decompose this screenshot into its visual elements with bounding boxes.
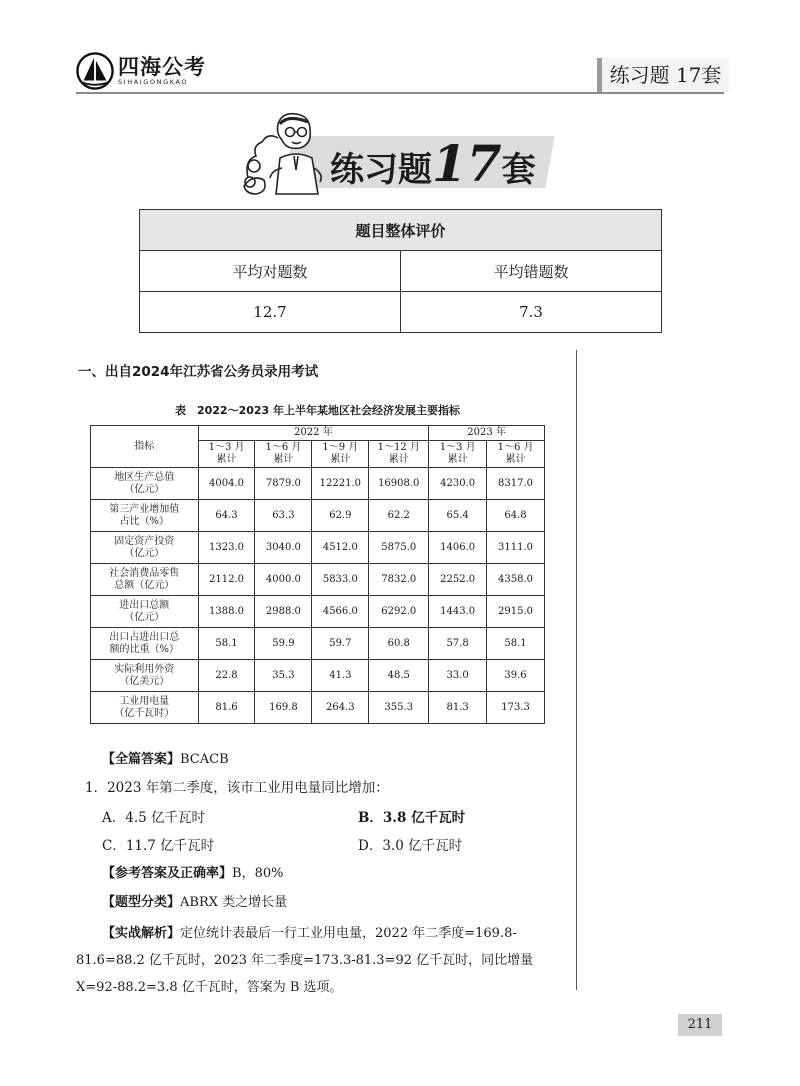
period-header-line: 累计: [330, 454, 351, 465]
row-label: [91, 628, 199, 660]
table-cell: 6292.0: [369, 596, 429, 628]
page-number: 211: [678, 1014, 722, 1036]
table-cell: 22.8: [198, 660, 255, 692]
row-label-line: 工业用电量: [119, 695, 170, 707]
table-row: [91, 564, 545, 596]
period-header-line: 1～12 月: [377, 442, 420, 453]
table-cell: 4358.0: [487, 564, 545, 596]
option-d: D．3.0 亿千瓦时: [358, 838, 463, 854]
row-label: [91, 596, 199, 628]
type-label: 【题型分类】: [102, 895, 181, 910]
period-header: [198, 441, 255, 468]
period-header-line: 累计: [216, 454, 237, 465]
table-cell: 41.3: [312, 660, 369, 692]
analysis-text: 定位统计表最后一行工业用电量，2022 年二季度=169.8-81.6=88.2 亿千瓦时，2023 年二季度=173.3-81.3=92 亿千瓦时，同比增量 X=92-88.2=3.8 亿千瓦时，答案为 B 选项。: [76, 926, 534, 995]
table-row: [91, 532, 545, 564]
reference-answer: [102, 862, 283, 881]
sailboat-logo-icon: [76, 52, 114, 90]
table-row: [91, 628, 545, 660]
table-cell: 1323.0: [198, 532, 255, 564]
table-cell: 1406.0: [429, 532, 487, 564]
table-cell: 1443.0: [429, 596, 487, 628]
header-divider: [76, 92, 724, 94]
table-cell: 4512.0: [312, 532, 369, 564]
period-header-line: 累计: [505, 454, 526, 465]
table-cell: 58.1: [487, 628, 545, 660]
row-label-line: 出口占进出口总: [109, 631, 180, 643]
table-cell: 81.6: [198, 692, 255, 724]
table-cell: 5875.0: [369, 532, 429, 564]
row-label: [91, 532, 199, 564]
answer-line: [102, 748, 229, 767]
margin-divider: [576, 350, 577, 990]
period-header-line: 1～6 月: [497, 442, 534, 453]
table-row: [91, 596, 545, 628]
row-label-line: （亿元）: [124, 483, 165, 495]
row-label-line: （亿元）: [124, 547, 165, 559]
table-cell: 16908.0: [369, 468, 429, 500]
table-cell: 7879.0: [255, 468, 312, 500]
table-cell: 173.3: [487, 692, 545, 724]
brand-subtitle: SIHAIGONGKAO: [118, 77, 189, 86]
table-cell: 1388.0: [198, 596, 255, 628]
table-cell: 8317.0: [487, 468, 545, 500]
table-cell: 3111.0: [487, 532, 545, 564]
row-label-line: 地区生产总值: [114, 471, 175, 483]
row-label-line: 额的比重（%）: [109, 643, 180, 655]
reference-label: 【参考答案及正确率】: [102, 866, 233, 881]
answers-label: 【全篇答案】: [102, 752, 181, 767]
teacher-cartoon-icon: [238, 108, 330, 198]
table-cell: 169.8: [255, 692, 312, 724]
table-cell: 81.3: [429, 692, 487, 724]
table-row: [91, 660, 545, 692]
period-header: [312, 441, 369, 468]
period-header: [487, 441, 545, 468]
banner-title: [330, 134, 536, 193]
row-label-line: 社会消费品零售: [109, 567, 180, 579]
table-title: 表 2022～2023 年上半年某地区社会经济发展主要指标: [174, 404, 461, 417]
row-label-line: （亿美元）: [119, 675, 170, 687]
table-cell: 2252.0: [429, 564, 487, 596]
banner-prefix: 练习题: [330, 150, 432, 190]
table-row: [91, 468, 545, 500]
reference-value: B，80%: [232, 866, 284, 881]
table-cell: 2988.0: [255, 596, 312, 628]
period-header-line: 累计: [273, 454, 294, 465]
table-cell: 2915.0: [487, 596, 545, 628]
table-cell: 59.9: [255, 628, 312, 660]
option-b: B．3.8 亿千瓦时: [358, 810, 466, 826]
table-cell: 58.1: [198, 628, 255, 660]
type-value: ABRX 类之增长量: [180, 895, 288, 910]
table-cell: 62.9: [312, 500, 369, 532]
indicator-table: [90, 425, 545, 724]
period-header-line: 累计: [388, 454, 409, 465]
answers-value: BCACB: [180, 752, 229, 767]
row-label-line: （亿千瓦时）: [114, 707, 175, 719]
row-label-line: 实际利用外资: [114, 663, 175, 675]
table-cell: 5833.0: [312, 564, 369, 596]
table-cell: 39.6: [487, 660, 545, 692]
set-tab: 练习题 17套: [597, 58, 729, 92]
table-cell: 60.8: [369, 628, 429, 660]
banner-suffix: 套: [501, 150, 536, 190]
row-label-line: 进出口总额: [119, 599, 170, 611]
analysis-label: 【实战解析】: [102, 926, 181, 941]
table-cell: 7832.0: [369, 564, 429, 596]
evaluation-value-wrong: 7.3: [401, 292, 662, 333]
evaluation-col-correct: 平均对题数: [140, 251, 401, 292]
table-row: [91, 500, 545, 532]
brand-logo: [76, 52, 206, 90]
period-header-line: 1～6 月: [265, 442, 302, 453]
question-stem: 1．2023 年第二季度，该市工业用电量同比增加：: [85, 780, 389, 796]
row-label: [91, 468, 199, 500]
row-label-line: 第三产业增加值: [109, 503, 180, 515]
banner-number: 17: [432, 134, 502, 193]
evaluation-table: [139, 209, 662, 333]
period-header: [369, 441, 429, 468]
period-header-line: 1～3 月: [439, 442, 476, 453]
section-title: 一、出自2024年江苏省公务员录用考试: [78, 364, 319, 380]
option-a: A．4.5 亿千瓦时: [102, 810, 206, 826]
table-cell: 63.3: [255, 500, 312, 532]
indicator-header: 指标: [91, 426, 199, 468]
row-label: [91, 564, 199, 596]
brand-name: 四海公考: [118, 54, 206, 79]
period-header-line: 累计: [447, 454, 468, 465]
table-cell: 64.8: [487, 500, 545, 532]
evaluation-title: 题目整体评价: [140, 210, 662, 251]
period-header: [429, 441, 487, 468]
table-row: [91, 692, 545, 724]
row-label: [91, 660, 199, 692]
table-cell: 65.4: [429, 500, 487, 532]
table-cell: 35.3: [255, 660, 312, 692]
year-header-2022: 2022 年: [198, 426, 429, 441]
table-cell: 62.2: [369, 500, 429, 532]
period-header-line: 1～3 月: [208, 442, 245, 453]
row-label-line: 总额（亿元）: [114, 579, 175, 591]
evaluation-col-wrong: 平均错题数: [401, 251, 662, 292]
row-label-line: （亿元）: [124, 611, 165, 623]
table-cell: 4566.0: [312, 596, 369, 628]
table-cell: 4004.0: [198, 468, 255, 500]
evaluation-value-correct: 12.7: [140, 292, 401, 333]
row-label: [91, 692, 199, 724]
row-label-line: 占比（%）: [119, 515, 170, 527]
table-cell: 4000.0: [255, 564, 312, 596]
analysis-paragraph: [76, 920, 566, 1001]
table-cell: 12221.0: [312, 468, 369, 500]
row-label-line: 固定资产投资: [114, 535, 175, 547]
year-header-2023: 2023 年: [429, 426, 545, 441]
table-cell: 3040.0: [255, 532, 312, 564]
table-cell: 355.3: [369, 692, 429, 724]
table-cell: 59.7: [312, 628, 369, 660]
table-cell: 48.5: [369, 660, 429, 692]
period-header-line: 1～9 月: [322, 442, 359, 453]
table-cell: 264.3: [312, 692, 369, 724]
table-cell: 2112.0: [198, 564, 255, 596]
table-cell: 57.8: [429, 628, 487, 660]
option-c: C．11.7 亿千瓦时: [102, 838, 215, 854]
period-header: [255, 441, 312, 468]
table-cell: 64.3: [198, 500, 255, 532]
table-cell: 4230.0: [429, 468, 487, 500]
table-cell: 33.0: [429, 660, 487, 692]
row-label: [91, 500, 199, 532]
question-type: [102, 891, 287, 910]
